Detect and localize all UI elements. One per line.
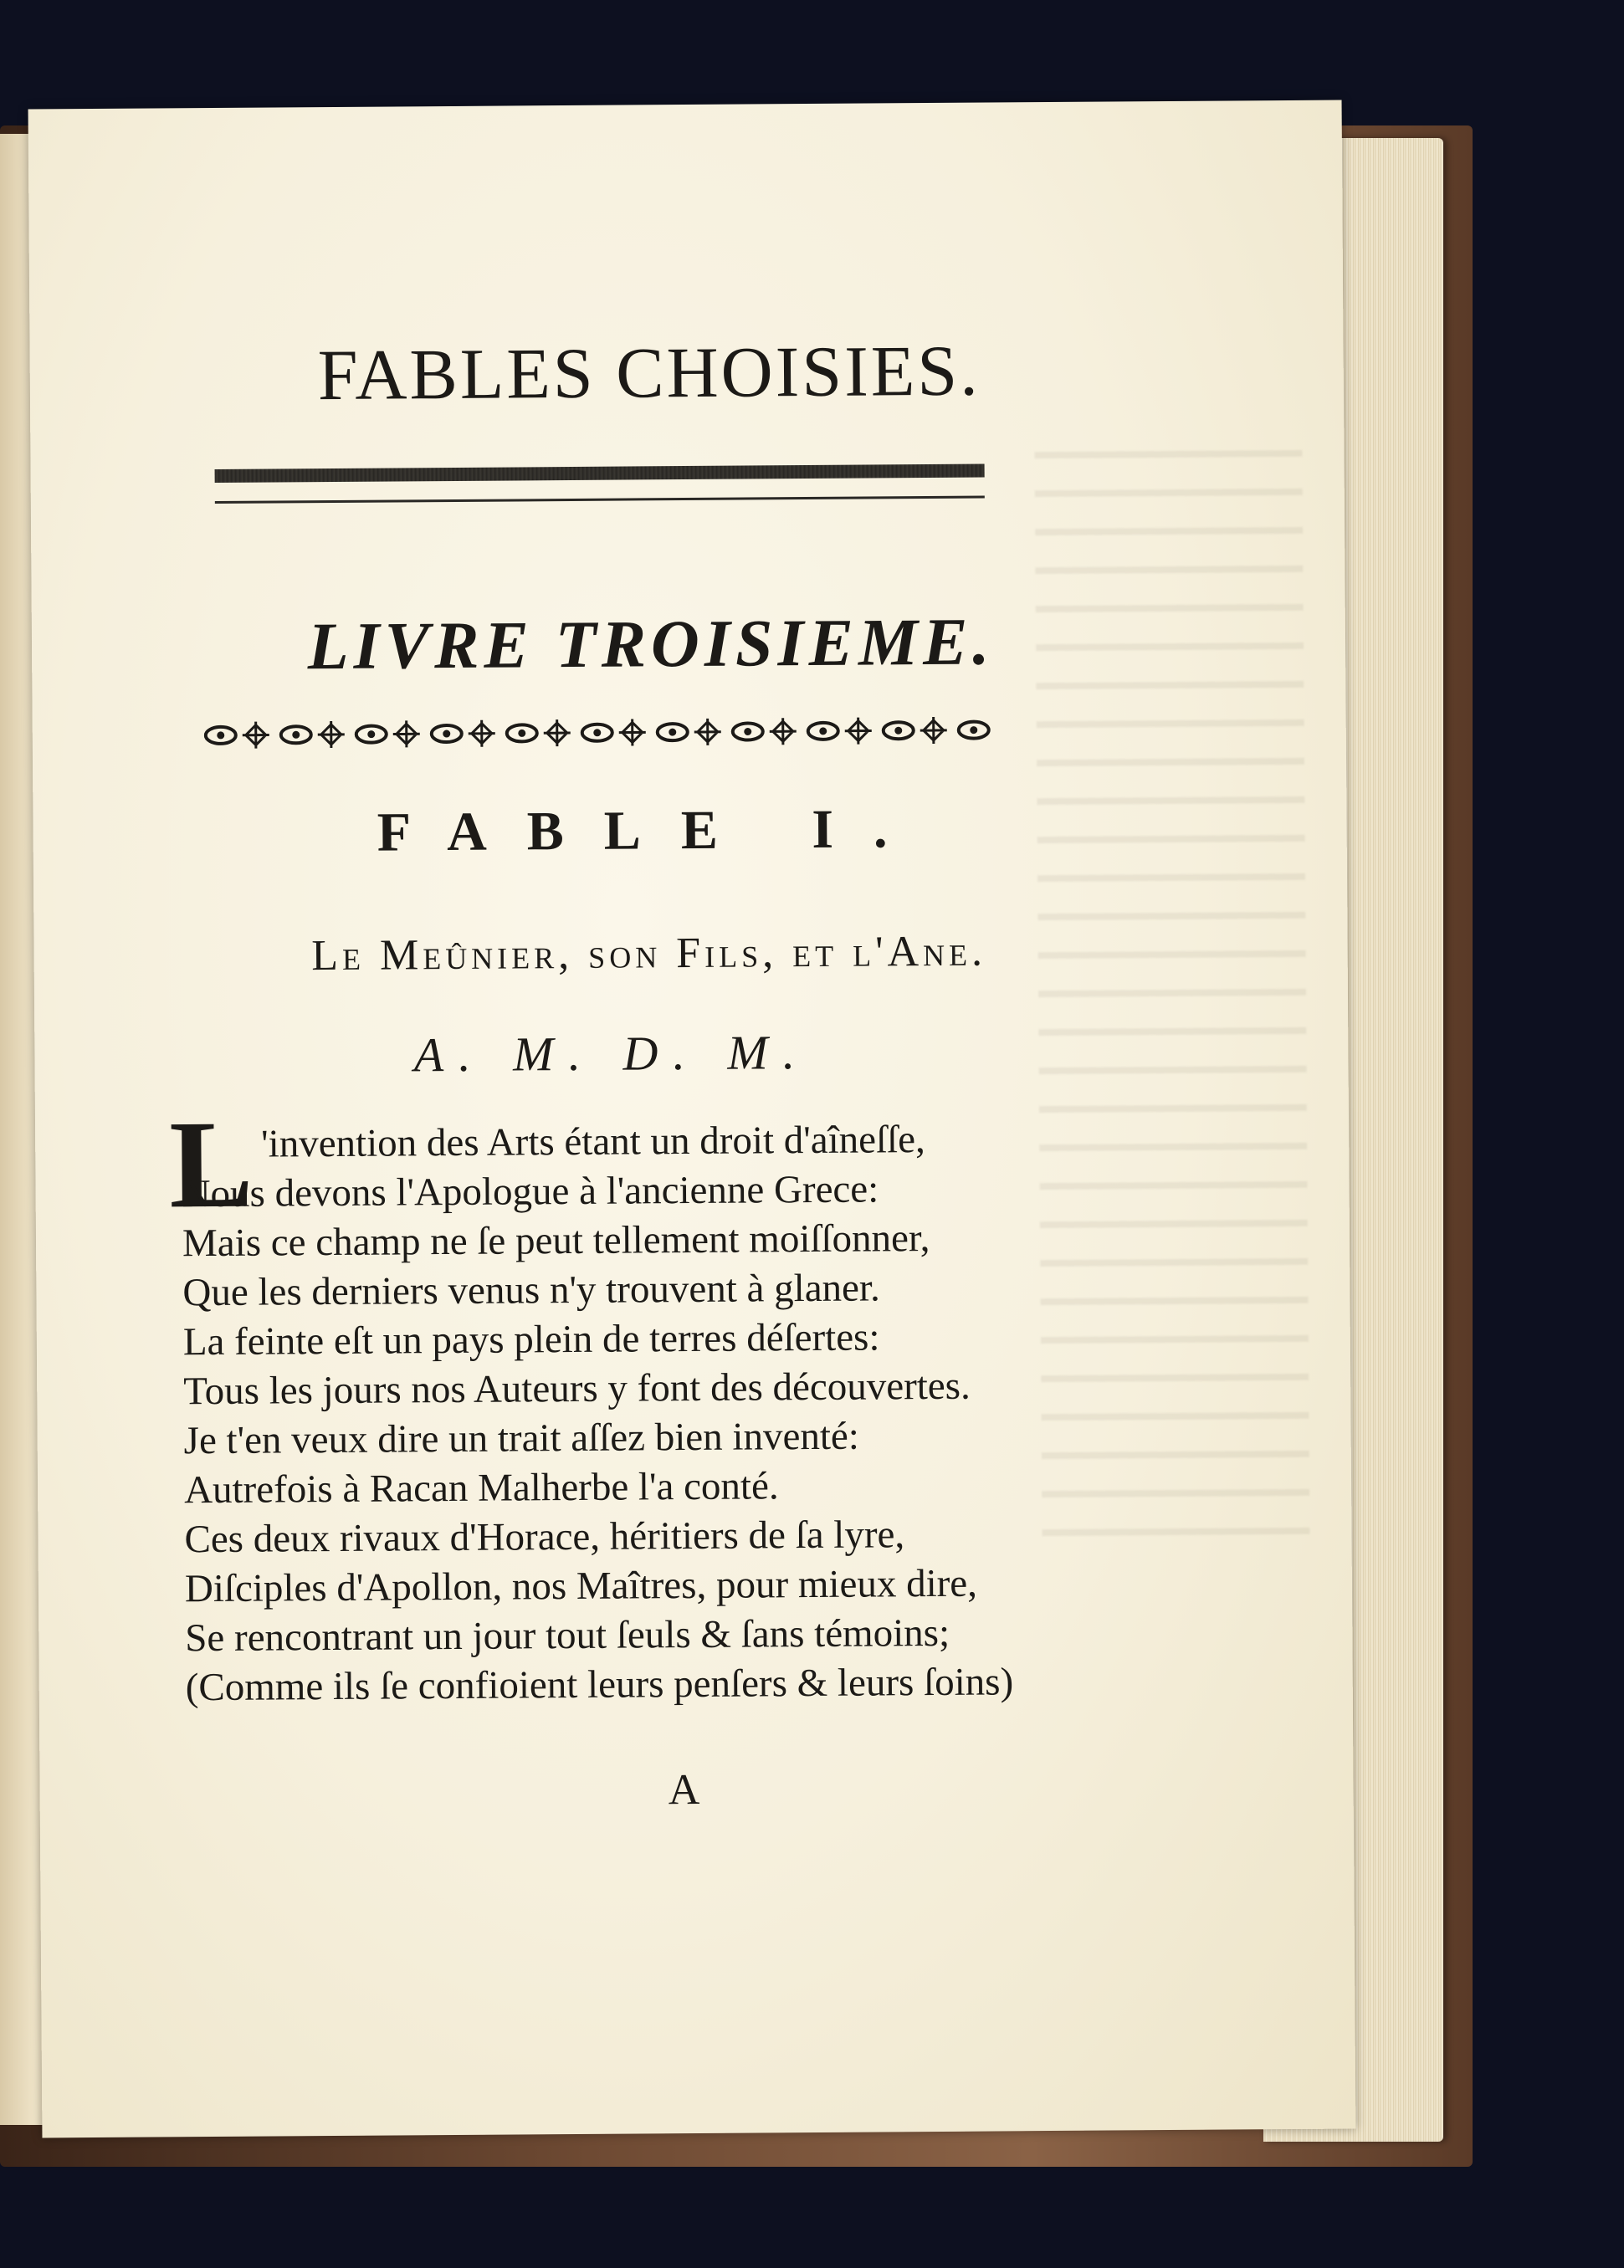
verse-line: Se rencontrant un jour tout ſeuls & ſans témoins; — [185, 1610, 950, 1661]
verse-line: Je t'en veux dire un trait aſſez bien inventé: — [183, 1414, 860, 1463]
verse-line: La feinte eſt un pays plein de terres déſertes: — [182, 1315, 880, 1364]
verse-line: Autrefois à Racan Malherbe l'a conté. — [183, 1464, 779, 1513]
page-content — [28, 100, 1356, 2138]
ornament-unit — [206, 722, 269, 750]
verse-body — [182, 1114, 1148, 1713]
running-title: FABLES CHOISIES. — [317, 330, 981, 416]
book-heading: LIVRE TROISIEME. — [307, 605, 995, 684]
verse-line: Diſciples d'Apollon, nos Maîtres, pour mieux dire, — [184, 1561, 978, 1611]
fable-title: Le Meûnier, son Fils, et l'Ane. — [311, 927, 987, 980]
verse-line: 'invention des Arts étant un droit d'aîneſſe, — [261, 1118, 925, 1166]
verse-line: Mais ce champ ne ſe peut tellement moiſſonner, — [182, 1216, 930, 1266]
thick-rule — [215, 464, 985, 483]
verse-line: (Comme ils ſe confioient leurs penſers & leurs ſoins) — [185, 1660, 1014, 1710]
drop-cap: L — [168, 1094, 254, 1235]
verse-line: Ces deux rivaux d'Horace, héritiers de ſa lyre, — [184, 1513, 905, 1562]
ornament-band — [204, 700, 1041, 765]
thin-rule — [215, 496, 985, 504]
fable-number: FABLE I. — [377, 798, 928, 863]
dedication: A. M. D. M. — [413, 1025, 811, 1083]
printed-page — [28, 100, 1356, 2138]
signature-mark: A — [668, 1765, 700, 1815]
verse-line: Tous les jours nos Auteurs y font des découvertes. — [183, 1364, 971, 1414]
verse-line: Que les derniers venus n'y trouvent à glaner. — [182, 1266, 880, 1315]
verse-line: Nous devons l'Apologue à l'ancienne Grece: — [182, 1167, 879, 1216]
